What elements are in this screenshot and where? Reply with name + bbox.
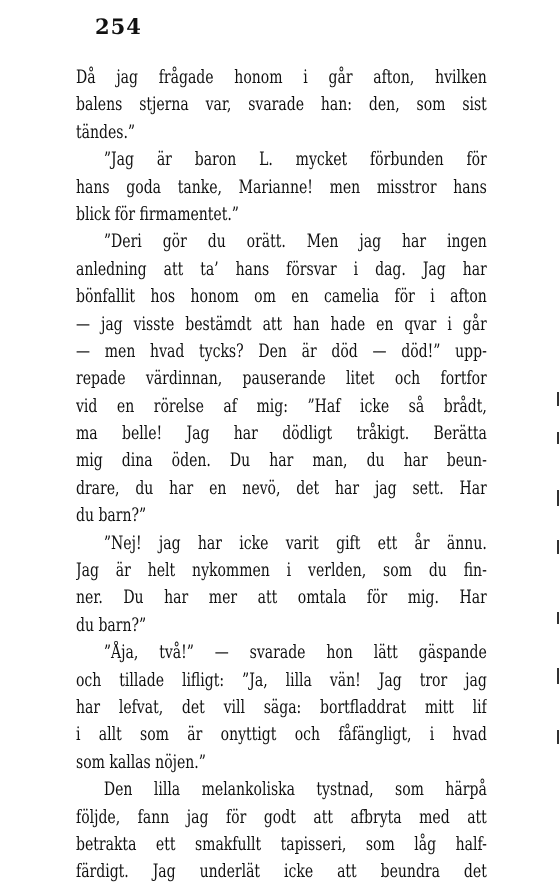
text-line: betrakta ett smakfullt tapisseri, som låg half-	[76, 832, 487, 855]
text-line: Då jag frågade honom i går afton, hvilken	[76, 66, 487, 88]
text-line: ”Deri gör du orätt. Men jag har ingen	[103, 230, 487, 253]
text-line: bönfallit hos honom om en camelia för i afton	[76, 285, 487, 308]
text-line: ”Nej! jag har icke varit gift ett år ännu.	[103, 531, 487, 554]
text-line: mig dina öden. Du har man, du har beun-	[76, 449, 487, 472]
edge-mark	[557, 490, 559, 506]
text-line: ”Jag är baron L. mycket förbunden för	[103, 148, 487, 171]
edge-mark	[557, 392, 559, 406]
text-line: och tillade lifligt: ”Ja, lilla vän! Jag tror jag	[76, 668, 487, 691]
edge-mark	[557, 432, 559, 444]
page-number: 254	[95, 14, 142, 39]
text-line: ner. Du har mer att omtala för mig. Har	[76, 586, 487, 609]
text-line: hans goda tanke, Marianne! men misstror hans	[76, 175, 487, 198]
text-line: tändes.”	[76, 120, 136, 143]
text-line: ma belle! Jag har dödligt tråkigt. Berätta	[76, 422, 487, 445]
text-line: du barn?”	[76, 504, 147, 527]
text-line: följde, fann jag för godt att afbryta med att	[76, 805, 487, 828]
edge-mark	[557, 668, 559, 684]
text-line: färdigt. Jag underlät icke att beundra det	[76, 860, 487, 883]
edge-mark	[557, 612, 559, 624]
text-line: Jag är helt nykommen i verlden, som du fin-	[76, 559, 487, 582]
text-line: anledning att ta’ hans försvar i dag. Jag har	[76, 257, 487, 280]
text-line: i allt som är onyttigt och fåfängligt, i hvad	[76, 723, 487, 746]
text-line: har lefvat, det vill säga: bortfladdrat mitt lif	[76, 695, 487, 718]
text-line: repade värdinnan, pauserande litet och fortfor	[76, 367, 487, 390]
text-line: du barn?”	[76, 613, 147, 636]
text-line: ”Åja, två!” — svarade hon lätt gäspande	[103, 641, 487, 664]
text-line: balens stjerna var, svarade han: den, som sist	[76, 93, 487, 116]
text-line: blick för firmamentet.”	[76, 202, 239, 225]
text-line: — jag visste bestämdt att han hade en qvar i går	[76, 312, 487, 335]
page-edge-marks	[554, 0, 560, 870]
text-line: Den lilla melankoliska tystnad, som härpå	[103, 778, 487, 801]
edge-mark	[557, 730, 559, 744]
edge-mark	[557, 540, 559, 554]
body-text	[76, 64, 487, 886]
text-line: vid en rörelse af mig: ”Haf icke så brådt,	[76, 394, 487, 417]
text-line: som kallas nöjen.”	[76, 750, 206, 773]
text-line: drare, du har en nevö, det har jag sett. Har	[76, 476, 487, 499]
text-line: — men hvad tycks? Den är död — död!” upp-	[76, 339, 487, 362]
